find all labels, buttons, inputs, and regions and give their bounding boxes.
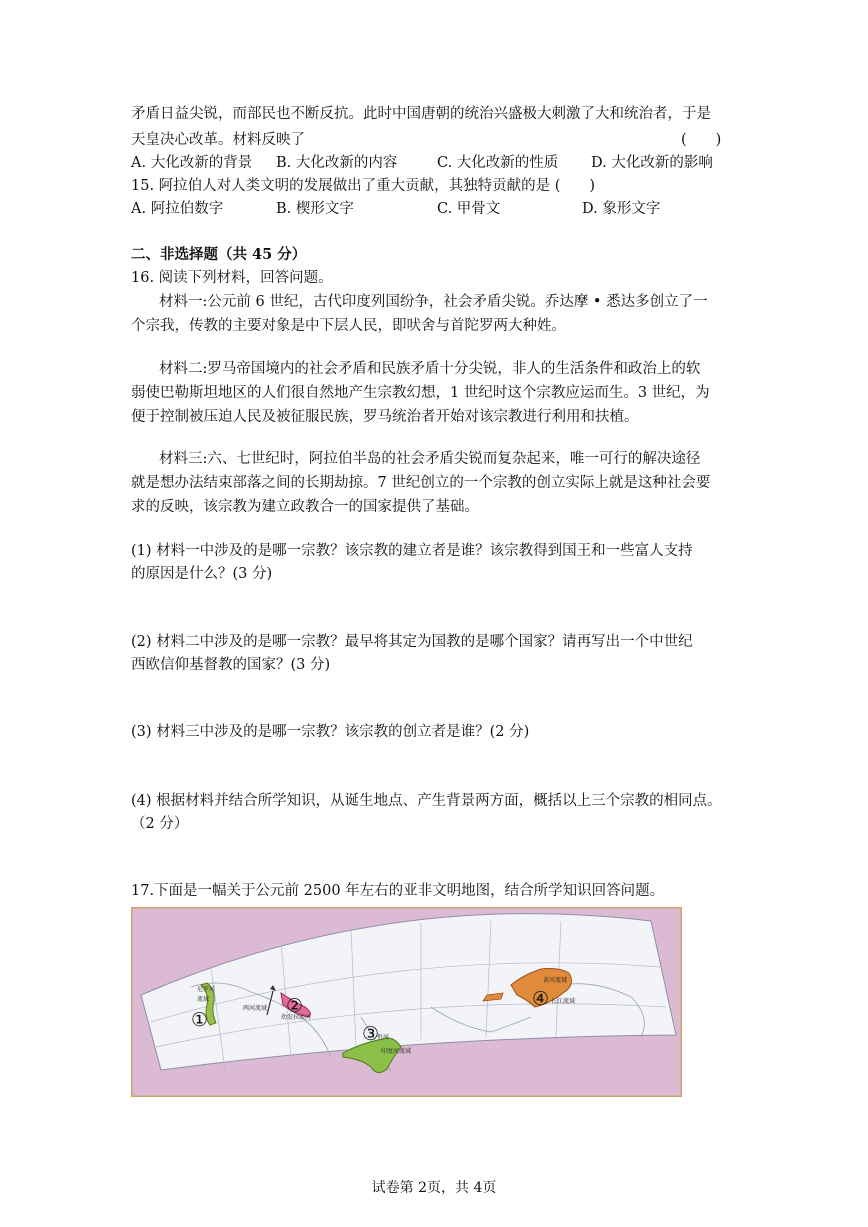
q15-option-b: B. 楔形文字 (276, 201, 354, 217)
page-footer: 试卷第 2页，共 4页 (371, 1180, 497, 1196)
q15-stem: 15. 阿拉伯人对人类文明的发展做出了重大贡献，其独特贡献的是 ( ) (131, 178, 596, 194)
q16-sub2-line1: (2) 材料二中涉及的是哪一宗教？最早将其定为国教的是哪个国家？请再写出一个中世纪 (131, 634, 693, 650)
q14-option-c: C. 大化改新的性质 (437, 155, 559, 171)
q16-material3-line2: 就是想办法结束部落之间的长期劫掠。7 世纪创立的一个宗教的创立实际上就是这种社会要 (131, 475, 711, 491)
map-label: 两河流域 (243, 1005, 268, 1012)
q14-option-b: B. 大化改新的内容 (276, 155, 398, 171)
map-label: 尼罗河 (197, 986, 216, 993)
q15-option-d: D. 象形文字 (582, 201, 661, 217)
q16-sub3: (3) 材料三中涉及的是哪一宗教？该宗教的创立者是谁？(2 分) (131, 724, 530, 740)
q16-material2-line2: 弱使巴勒斯坦地区的人们很自然地产生宗教幻想，1 世纪时这个宗教应运而生。3 世纪，为 (131, 385, 710, 401)
q16-material1-line2: 个宗我，传教的主要对象是中下层人民，即吠舍与首陀罗两大种姓。 (131, 318, 566, 334)
q15-option-a: A. 阿拉伯数字 (131, 201, 224, 217)
q14-line1: 矛盾日益尖锐，而部民也不断反抗。此时中国唐朝的统治兴盛极大刺激了大和统治者，于是 (131, 106, 711, 122)
map-label: 黄河流域 (543, 977, 568, 984)
q17-stem: 17.下面是一幅关于公元前 2500 年左右的亚非文明地图，结合所学知识回答问题。 (131, 883, 665, 899)
map-marker-2: ② (286, 995, 304, 1017)
map-label: 长江流域 (551, 998, 576, 1005)
map-marker-3: ③ (362, 1023, 380, 1045)
map-marker-4: ④ (532, 988, 550, 1010)
q16-material2-line1: 材料二:罗马帝国境内的社会矛盾和民族矛盾十分尖锐，非人的生活条件和政治上的软 (159, 361, 701, 377)
q16-sub1-line2: 的原因是什么？(3 分) (131, 566, 273, 582)
q14-option-d: D. 大化改新的影响 (591, 155, 713, 171)
section-heading: 二、非选择题（共 45 分） (131, 246, 307, 263)
civilization-map (131, 907, 682, 1097)
q15-option-c: C. 甲骨文 (437, 201, 501, 217)
q16-material1-line1: 材料一:公元前 6 世纪，古代印度列国纷争，社会矛盾尖锐。乔达摩 • 悉达多创立了一 (159, 294, 708, 310)
map-label: 恒河 (377, 1034, 390, 1041)
q14-line2: 天皇决心改革。材料反映了 (131, 132, 305, 148)
map-label: 幼发拉底河 (281, 1014, 312, 1021)
q14-answer-paren: ( ) (681, 132, 722, 148)
q16-sub2-line2: 西欧信仰基督教的国家？(3 分) (131, 657, 331, 673)
q16-sub4-line1: (4) 根据材料并结合所学知识，从诞生地点、产生背景两方面，概括以上三个宗教的相同点。 (131, 793, 722, 809)
q16-material2-line3: 便于控制被压迫人民及被征服民族，罗马统治者开始对该宗教进行利用和扶植。 (131, 409, 639, 425)
map-label: 印度河流域 (381, 1048, 412, 1055)
q16-material3-line1: 材料三:六、七世纪时，阿拉伯半岛的社会矛盾尖锐而复杂起来，唯一可行的解决途径 (159, 451, 701, 467)
q16-material3-line3: 求的反映，该宗教为建立政教合一的国家提供了基础。 (131, 499, 479, 515)
map-label: 流域 (197, 996, 210, 1003)
map-marker-1: ① (191, 1009, 209, 1031)
q16-sub4-line2: （2 分） (131, 816, 189, 832)
q16-stem: 16. 阅读下列材料，回答问题。 (131, 270, 333, 286)
q16-sub1-line1: (1) 材料一中涉及的是哪一宗教？该宗教的建立者是谁？该宗教得到国王和一些富人支持 (131, 543, 693, 559)
q14-option-a: A. 大化改新的背景 (131, 155, 253, 171)
